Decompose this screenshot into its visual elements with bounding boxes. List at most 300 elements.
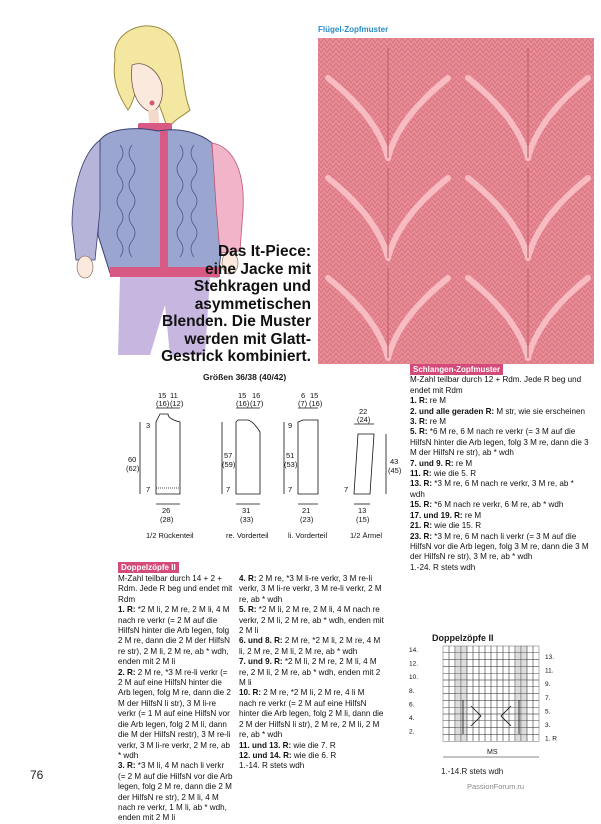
chart-cell	[497, 680, 503, 687]
row-text: 1.-14. R stets wdh	[239, 761, 305, 771]
row-label: 6. und 8. R:	[239, 636, 283, 646]
instruction-row	[410, 479, 590, 500]
instruction-row	[410, 563, 590, 573]
row-text: re M	[453, 458, 473, 468]
chart-cell	[509, 694, 515, 701]
chart-cell	[485, 687, 491, 694]
chart-cell	[479, 728, 485, 735]
chart-cell	[467, 694, 473, 701]
row-text: M str, wie sie erscheinen	[494, 406, 585, 416]
chart-cell	[491, 700, 497, 707]
chart-cell	[509, 653, 515, 660]
instruction-row	[410, 417, 590, 427]
chart-cell	[509, 666, 515, 673]
chart-cell	[521, 653, 527, 660]
row-list	[410, 396, 590, 573]
chart-cell	[491, 653, 497, 660]
row-label: 5. R:	[410, 427, 428, 437]
chart-cell	[443, 680, 449, 687]
chart-cell	[449, 666, 455, 673]
chart-cell	[503, 734, 509, 741]
chart-cell	[503, 721, 509, 728]
chart-cell	[515, 707, 521, 714]
chart-cell	[497, 687, 503, 694]
chart-cell	[473, 694, 479, 701]
chart-cell	[461, 714, 467, 721]
dim-bottom: 7	[344, 485, 349, 494]
chart-cell	[521, 660, 527, 667]
pattern-schematic	[118, 384, 410, 544]
piece-caption: li. Vorderteil	[288, 531, 328, 540]
chart-cell	[533, 714, 539, 721]
chart-cell	[527, 700, 533, 707]
chart-cell	[491, 680, 497, 687]
chart-cell	[503, 666, 509, 673]
dim-top-b2: (16)	[309, 399, 323, 408]
chart-cell	[497, 653, 503, 660]
chart-cell	[485, 646, 491, 653]
chart-cell	[533, 700, 539, 707]
chart-cell	[491, 666, 497, 673]
row-text: *3 M re, 6 M nach li verkr (= 3 M auf die HilfsN vor die Arb legen, folg 3 M re, dann die 3 M der HilfsN re str), 3 M re, ab * wdh	[410, 531, 589, 562]
chart-cell	[467, 660, 473, 667]
instruction-row	[410, 427, 590, 458]
chart-cell	[449, 673, 455, 680]
chart-cell	[485, 714, 491, 721]
chart-cell	[479, 673, 485, 680]
instruction-row	[239, 688, 384, 740]
chart-cell	[515, 660, 521, 667]
chart-cell	[527, 714, 533, 721]
dim-width: 21	[302, 506, 311, 515]
chart-cell	[443, 673, 449, 680]
chart-cell	[503, 660, 509, 667]
chart-cell	[461, 707, 467, 714]
chart-cell	[455, 721, 461, 728]
dim-top-a: 15	[238, 391, 247, 400]
row-text: M-Zahl teilbar durch 14 + 2 + Rdm. Jede R beg und endet mit Rdm	[118, 574, 233, 604]
dim-width2: (33)	[240, 515, 254, 524]
chart-cell	[455, 660, 461, 667]
chart-cell	[473, 653, 479, 660]
chart-cell	[473, 728, 479, 735]
row-number: 5.	[545, 708, 551, 716]
chart-cell	[491, 728, 497, 735]
chart-cell	[503, 700, 509, 707]
instruction-row	[410, 459, 590, 469]
row-text: 2 M re, *3 M li-re verkr, 3 M re-li verkr, 3 M li-re verkr, 3 M re-li verkr, 2 M re, ab * wdh	[239, 574, 382, 604]
chart-cell	[521, 707, 527, 714]
chart-cell	[533, 660, 539, 667]
dim-top-b: 11	[170, 391, 178, 400]
chart-cell	[533, 680, 539, 687]
row-label: 5. R:	[239, 605, 257, 615]
chart-cell	[461, 660, 467, 667]
instruction-row	[118, 668, 233, 762]
chart-cell	[491, 687, 497, 694]
chart-cell	[461, 673, 467, 680]
row-label: 15. R:	[410, 500, 433, 510]
row-number: 7.	[545, 694, 551, 702]
chart-cell	[443, 653, 449, 660]
watermark: PassionForum.ru	[467, 782, 525, 791]
chart-cell	[461, 646, 467, 653]
row-label: 21. R:	[410, 521, 433, 531]
chart-cell	[449, 714, 455, 721]
chart-cell	[533, 728, 539, 735]
headline-line: Blenden. Die Muster	[162, 313, 311, 330]
text-column	[118, 574, 233, 824]
chart-cell	[461, 700, 467, 707]
row-number: 8.	[409, 687, 415, 695]
chart-cell	[455, 646, 461, 653]
instruction-row	[239, 605, 384, 636]
dim-top-b2: (17)	[250, 399, 264, 408]
dim-height2: (53)	[284, 460, 298, 469]
chart-cell	[515, 673, 521, 680]
chart-cell	[443, 646, 449, 653]
intro-text: M-Zahl teilbar durch 12 + Rdm. Jede R beg und endet mit Rdm	[410, 375, 582, 395]
row-text: wie die 5. R	[431, 469, 477, 479]
chart-cell	[509, 660, 515, 667]
chart-cell	[473, 714, 479, 721]
chart-cell	[527, 734, 533, 741]
row-label: 1. R:	[118, 605, 136, 615]
knitting-chart	[405, 642, 577, 777]
dim-width: 31	[242, 506, 251, 515]
headline-line: Gestrick kombiniert.	[161, 348, 311, 365]
chart-cell	[449, 680, 455, 687]
chart-cell	[449, 707, 455, 714]
dim-top-a: 6	[301, 391, 306, 400]
chart-cell	[455, 728, 461, 735]
chart-cell	[485, 653, 491, 660]
chart-cell	[533, 673, 539, 680]
headline-line: Stehkragen und	[193, 278, 311, 295]
row-label: 23. R:	[410, 531, 433, 541]
chart-cell	[497, 728, 503, 735]
row-label: 12. und 14. R:	[239, 750, 292, 760]
chart-cell	[473, 687, 479, 694]
chart-cell	[479, 694, 485, 701]
chart-cell	[491, 721, 497, 728]
row-number: 9.	[545, 681, 551, 689]
chart-cell	[533, 687, 539, 694]
chart-cell	[461, 680, 467, 687]
section-tag: Schlangen-Zopfmuster	[410, 364, 503, 375]
chart-cell	[455, 714, 461, 721]
dim-width2: (15)	[356, 515, 370, 524]
chart-cell	[455, 734, 461, 741]
instruction-row	[118, 574, 233, 605]
chart-cell	[515, 653, 521, 660]
instruction-row	[239, 574, 384, 605]
chart-cell	[455, 707, 461, 714]
chart-cell	[485, 700, 491, 707]
row-number: 3.	[545, 722, 551, 729]
row-number: 10.	[409, 674, 419, 682]
dim-side: 9	[288, 421, 293, 430]
headline	[101, 243, 311, 366]
row-text: *2 M li, 2 M re, 2 M li, 4 M re, 2 M li, 2 M re, ab * wdh, enden mit 2 M li	[239, 657, 381, 688]
chart-cell	[527, 680, 533, 687]
chart-cell	[461, 734, 467, 741]
chart-cell	[497, 673, 503, 680]
chart-cell	[473, 666, 479, 673]
chart-cell	[509, 700, 515, 707]
chart-cell	[503, 680, 509, 687]
dim-top-a2: (7)	[298, 399, 308, 408]
chart-cell	[509, 728, 515, 735]
chart-cell	[449, 721, 455, 728]
row-number: 11.	[545, 667, 554, 675]
chart-cell	[515, 721, 521, 728]
row-text: *3 M re, 6 M nach re verkr, 3 M re, ab * wdh	[410, 479, 574, 499]
chart-cell	[509, 721, 515, 728]
row-label: 10. R:	[239, 688, 262, 698]
chart-note: 1.-14.R stets wdh	[441, 767, 504, 776]
chart-cell	[461, 694, 467, 701]
dim-height2: (45)	[388, 466, 402, 475]
chart-cell	[509, 714, 515, 721]
chart-cell	[509, 707, 515, 714]
instruction-row	[118, 761, 233, 823]
chart-cell	[443, 714, 449, 721]
row-label: 3. R:	[118, 761, 136, 771]
instruction-row	[410, 532, 590, 563]
chart-cell	[443, 728, 449, 735]
chart-cell	[479, 687, 485, 694]
chart-cell	[533, 721, 539, 728]
row-number: 14.	[409, 647, 419, 654]
row-text: re M	[427, 396, 446, 406]
chart-cell	[497, 700, 503, 707]
chart-cell	[527, 707, 533, 714]
chart-cell	[479, 734, 485, 741]
row-number: 12.	[409, 660, 419, 668]
piece-caption: re. Vorderteil	[226, 531, 269, 540]
chart-cell	[449, 700, 455, 707]
dim-top-a: 22	[359, 407, 368, 416]
chart-cell	[521, 666, 527, 673]
chart-cell	[485, 694, 491, 701]
instruction-row	[239, 636, 384, 657]
chart-cell	[497, 734, 503, 741]
chart-cell	[521, 694, 527, 701]
chart-cell	[455, 680, 461, 687]
chart-cell	[521, 687, 527, 694]
chart-cell	[467, 728, 473, 735]
chart-cell	[503, 673, 509, 680]
chart-cell	[521, 673, 527, 680]
chart-cell	[449, 694, 455, 701]
row-text: 2 M re, *2 M li, 2 M re, 4 li M nach re verkr (= 2 M auf eine HilfsN hinter die Arb legen, folg 2 M li, dann die 2 M der HilfsN li str), 2 M re, 2 M li, 2 M re, ab * wdh	[239, 688, 384, 740]
chart-cell	[515, 734, 521, 741]
chart-cell	[485, 666, 491, 673]
chart-cell	[503, 714, 509, 721]
row-label: 11. R:	[410, 469, 432, 479]
chart-cell	[473, 646, 479, 653]
row-label: 7. und 9. R:	[239, 657, 283, 667]
dim-width: 26	[162, 506, 171, 515]
headline-line: Das It-Piece:	[217, 243, 311, 260]
chart-cell	[461, 721, 467, 728]
chart-cell	[533, 666, 539, 673]
chart-cell	[473, 700, 479, 707]
dim-width2: (28)	[160, 515, 174, 524]
chart-cell	[467, 714, 473, 721]
page-number: 76	[30, 768, 44, 782]
chart-cell	[497, 694, 503, 701]
row-label: 2. und alle geraden R:	[410, 406, 495, 416]
chart-cell	[533, 653, 539, 660]
chart-cell	[515, 728, 521, 735]
instruction-row	[410, 500, 590, 510]
row-text: 2 M re, *3 M re-li verkr (= 2 M auf eine HilfsN hinter die Arb legen, folg M re, dann die 2 M der HilfsN li str), 3 M li-re verkr (= 1 M auf eine HilfsN vor die Arb legen, folg 2 M li, dann die M der HilfsN restr), 3 M re-li verkr, 3 M li-re verkr, 2 M re, ab * wdh	[118, 667, 231, 760]
sizes-title: Größen 36/38 (40/42)	[203, 372, 287, 382]
chart-cell	[497, 666, 503, 673]
chart-cell	[491, 707, 497, 714]
photo-label: Flügel-Zopfmuster	[318, 25, 389, 34]
chart-cell	[491, 714, 497, 721]
chart-cell	[521, 734, 527, 741]
chart-cell	[509, 734, 515, 741]
chart-cell	[515, 687, 521, 694]
chart-cell	[515, 646, 521, 653]
chart-cell	[527, 646, 533, 653]
dim-width: 13	[358, 506, 367, 515]
chart-cell	[443, 707, 449, 714]
row-label: 7. und 9. R:	[410, 458, 454, 468]
chart-cell	[485, 673, 491, 680]
headline-line: werden mit Glatt-	[184, 330, 311, 348]
doppelzoepfe-instructions	[118, 562, 384, 823]
chart-cell	[467, 666, 473, 673]
chart-cell	[509, 687, 515, 694]
chart-cell	[455, 700, 461, 707]
chart-cell	[485, 660, 491, 667]
dim-width2: (23)	[300, 515, 314, 524]
chart-cell	[443, 666, 449, 673]
chart-cell	[479, 660, 485, 667]
row-text: *2 M li, 2 M re, 2 M li, 4 M nach re verkr (= 2 M auf die HilfsN hinter die Arb legen, folg 2 M re, dann die 2 M der HilfsN re str), 2 M li, 2 M re, ab * wdh, enden mit 2 M li	[118, 605, 231, 667]
row-text: re M	[427, 417, 446, 427]
chart-cell	[485, 728, 491, 735]
row-text: *2 M li, 2 M re, 2 M li, 4 M nach re verkr, 2 M li, 2 M re, ab * wdh, enden mit 2 M li	[239, 605, 384, 636]
instruction-row	[239, 761, 384, 771]
chart-cell	[515, 666, 521, 673]
dim-top-a2: (16)	[156, 399, 170, 408]
chart-cell	[443, 721, 449, 728]
dim-height: 51	[286, 451, 295, 460]
dim-bottom: 7	[226, 485, 231, 494]
dim-top-b: 15	[310, 391, 319, 400]
chart-cell	[443, 660, 449, 667]
chart-cell	[461, 687, 467, 694]
headline-line: eine Jacke mit	[205, 260, 311, 278]
chart-cell	[467, 707, 473, 714]
chart-cell	[443, 687, 449, 694]
chart-cell	[527, 673, 533, 680]
chart-cell	[449, 660, 455, 667]
chart-cell	[497, 646, 503, 653]
chart-cell	[503, 687, 509, 694]
chart-cell	[485, 721, 491, 728]
row-label: 3. R:	[410, 417, 428, 427]
chart-cell	[455, 673, 461, 680]
chart-cell	[443, 694, 449, 701]
chart-cell	[479, 721, 485, 728]
chart-cell	[455, 666, 461, 673]
instruction-row	[410, 511, 590, 521]
chart-cell	[521, 646, 527, 653]
chart-cell	[491, 694, 497, 701]
chart-cell	[491, 673, 497, 680]
chart-cell	[521, 700, 527, 707]
row-text: wie die 15. R	[432, 521, 482, 531]
row-number: 6.	[409, 701, 415, 709]
chart-cell	[443, 734, 449, 741]
text-column	[239, 574, 384, 772]
chart-cell	[527, 728, 533, 735]
chart-cell	[497, 660, 503, 667]
row-label: 1. R:	[410, 396, 428, 406]
chart-cell	[527, 653, 533, 660]
chart-cell	[449, 646, 455, 653]
chart-cell	[503, 694, 509, 701]
chart-cell	[449, 728, 455, 735]
instruction-row	[239, 657, 384, 688]
chart-cell	[473, 734, 479, 741]
chart-cell	[449, 734, 455, 741]
chart-cell	[515, 714, 521, 721]
chart-cell	[455, 653, 461, 660]
chart-cell	[521, 714, 527, 721]
chart-cell	[479, 646, 485, 653]
row-text: wie die 7. R	[291, 740, 336, 750]
dim-side: 3	[146, 421, 151, 430]
chart-cell	[485, 734, 491, 741]
chart-cell	[455, 694, 461, 701]
row-text: *6 M re, 6 M nach re verkr (= 3 M auf die HilfsN hinter die Arb legen, folg 3 M re, dann die 3 M der HilfsN re str), ab * wdh	[410, 427, 589, 458]
chart-cell	[491, 734, 497, 741]
row-label: 4. R:	[239, 574, 257, 583]
instruction-row	[118, 605, 233, 667]
dim-top-b2: (12)	[170, 399, 184, 408]
chart-cell	[467, 734, 473, 741]
chart-cell	[521, 721, 527, 728]
chart-cell	[533, 707, 539, 714]
chart-cell	[467, 721, 473, 728]
instruction-row	[239, 751, 384, 761]
row-text: *6 M nach re verkr, 6 M re, ab * wdh	[432, 500, 564, 510]
chart-cell	[515, 700, 521, 707]
instruction-row	[410, 469, 590, 479]
chart-cell	[473, 680, 479, 687]
row-label: 11. und 13. R:	[239, 740, 292, 750]
row-label: 17. und 19. R:	[410, 510, 463, 520]
chart-cell	[467, 700, 473, 707]
dim-top-a: 15	[158, 391, 167, 400]
knit-pattern-photo	[318, 38, 594, 364]
headline-line: asymmetischen	[194, 295, 311, 313]
chart-cell	[449, 653, 455, 660]
chart-cell	[455, 687, 461, 694]
chart-cell	[449, 687, 455, 694]
dim-height: 43	[390, 457, 399, 466]
chart-cell	[527, 721, 533, 728]
section-tag: Doppelzöpfe II	[118, 562, 179, 573]
